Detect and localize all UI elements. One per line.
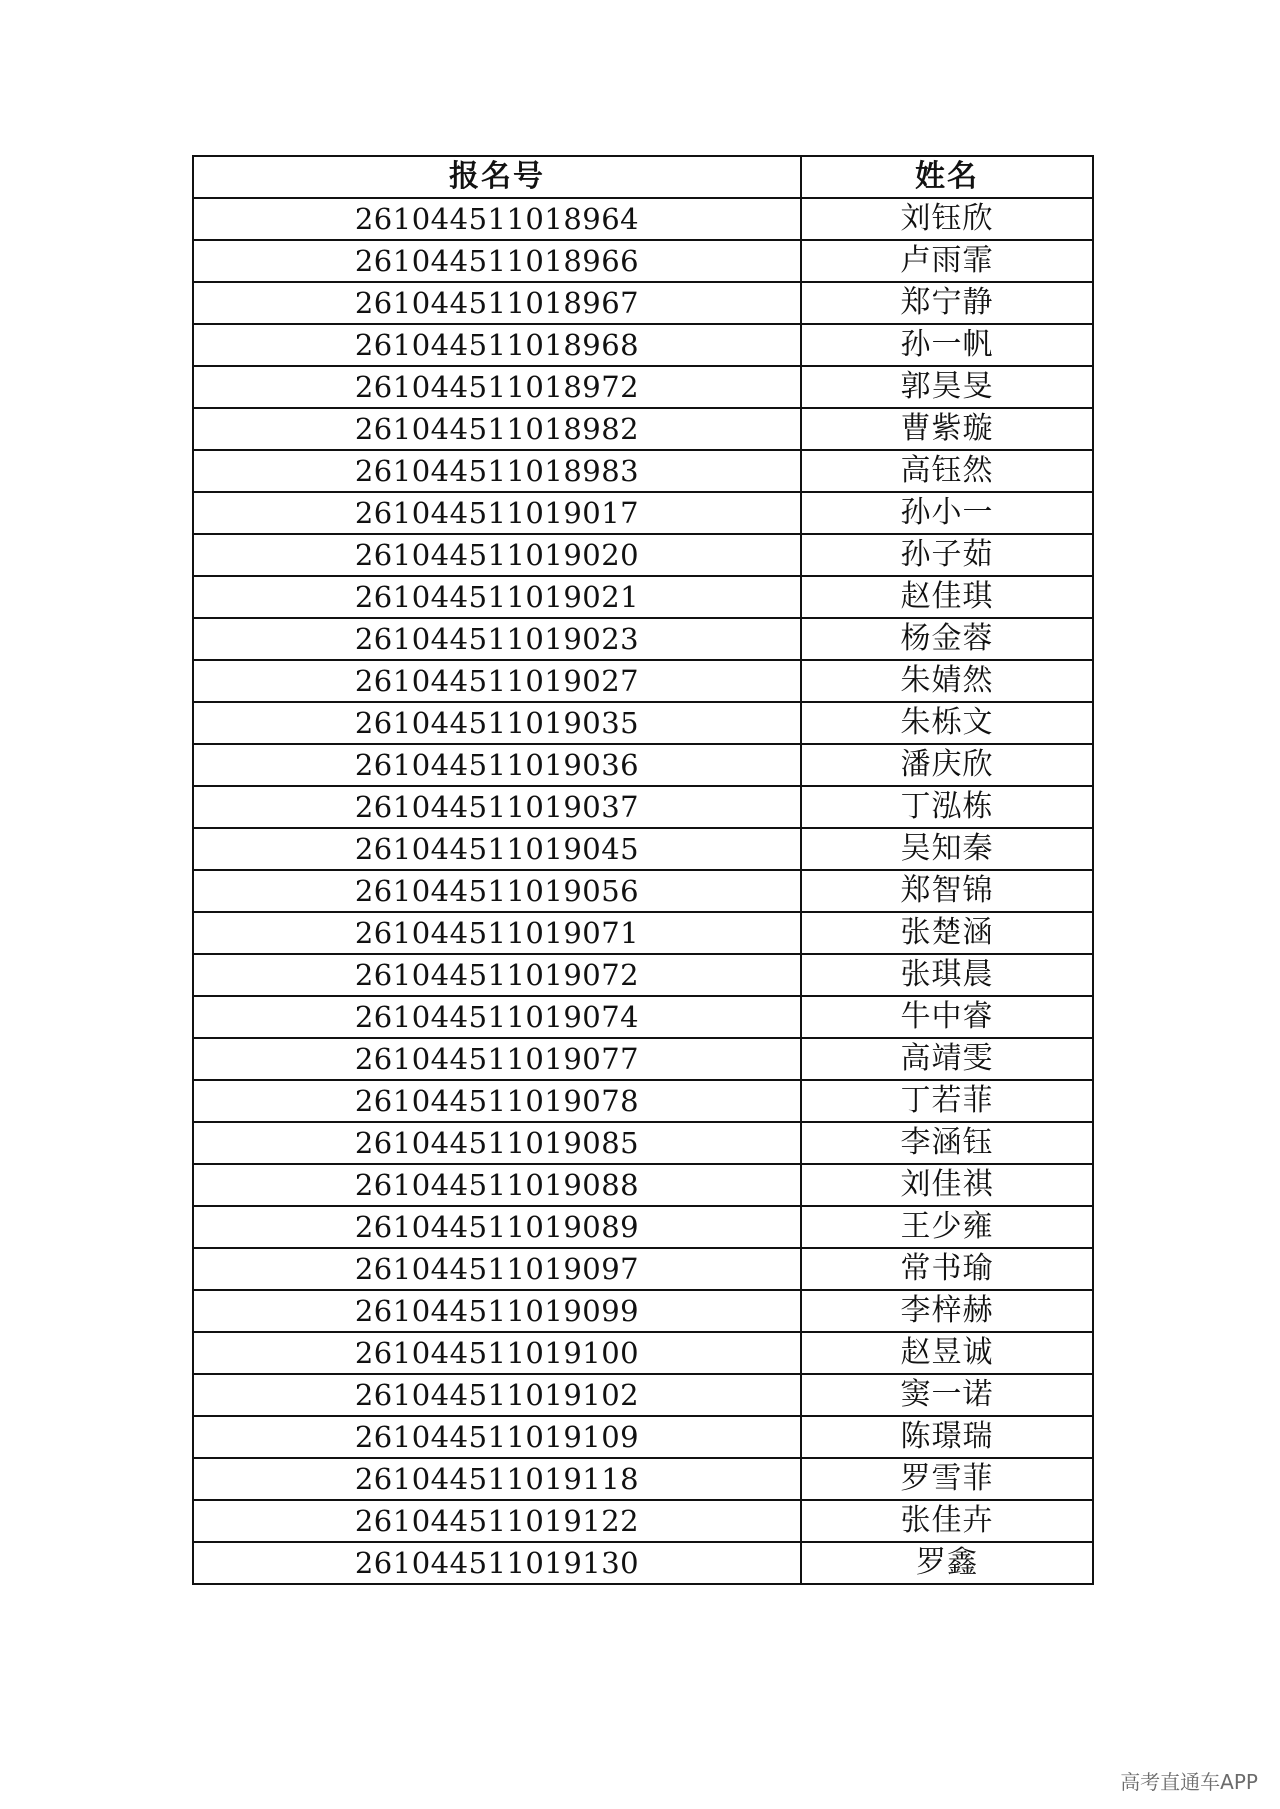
registration-number-cell: 261044511019088: [193, 1164, 801, 1206]
table-row: [193, 702, 1093, 744]
registration-number-cell: 261044511019056: [193, 870, 801, 912]
table-row: [193, 576, 1093, 618]
student-name-cell: 高靖雯: [801, 1038, 1093, 1080]
registration-number-cell: 261044511019085: [193, 1122, 801, 1164]
table-row: [193, 1290, 1093, 1332]
student-name-cell: 吴知秦: [801, 828, 1093, 870]
registration-number-cell: 261044511018966: [193, 240, 801, 282]
registration-number-cell: 261044511019099: [193, 1290, 801, 1332]
table-row: [193, 786, 1093, 828]
student-name-cell: 高钰然: [801, 450, 1093, 492]
table-row: [193, 1122, 1093, 1164]
student-name-cell: 杨金蓉: [801, 618, 1093, 660]
student-name-cell: 张楚涵: [801, 912, 1093, 954]
student-name-cell: 牛中睿: [801, 996, 1093, 1038]
table-row: [193, 1374, 1093, 1416]
student-name-cell: 张琪晨: [801, 954, 1093, 996]
table-row: [193, 1080, 1093, 1122]
table-row: [193, 1332, 1093, 1374]
student-name-cell: 孙子茹: [801, 534, 1093, 576]
student-name-cell: 曹紫璇: [801, 408, 1093, 450]
student-name-cell: 丁泓栋: [801, 786, 1093, 828]
registration-number-cell: 261044511018968: [193, 324, 801, 366]
table-row: [193, 492, 1093, 534]
student-name-cell: 陈璟瑞: [801, 1416, 1093, 1458]
table-row: [193, 534, 1093, 576]
table-row: [193, 282, 1093, 324]
table-row: [193, 324, 1093, 366]
registration-number-cell: 261044511019074: [193, 996, 801, 1038]
table-row: [193, 744, 1093, 786]
registration-number-cell: 261044511019130: [193, 1542, 801, 1584]
registration-number-cell: 261044511019077: [193, 1038, 801, 1080]
registration-number-cell: 261044511018983: [193, 450, 801, 492]
registration-number-cell: 261044511019027: [193, 660, 801, 702]
table-row: [193, 618, 1093, 660]
watermark-text: 高考直通车APP: [1120, 1770, 1258, 1794]
registration-number-cell: 261044511019109: [193, 1416, 801, 1458]
registration-table: [192, 155, 1094, 1585]
student-name-cell: 李梓赫: [801, 1290, 1093, 1332]
student-name-cell: 李涵钰: [801, 1122, 1093, 1164]
registration-number-cell: 261044511019118: [193, 1458, 801, 1500]
table-row: [193, 366, 1093, 408]
table-row: [193, 1500, 1093, 1542]
student-name-cell: 王少雍: [801, 1206, 1093, 1248]
student-name-cell: 朱婧然: [801, 660, 1093, 702]
table-row: [193, 870, 1093, 912]
registration-number-cell: 261044511019072: [193, 954, 801, 996]
student-name-cell: 常书瑜: [801, 1248, 1093, 1290]
table-row: [193, 1164, 1093, 1206]
registration-number-cell: 261044511018982: [193, 408, 801, 450]
table-row: [193, 996, 1093, 1038]
table-row: [193, 1038, 1093, 1080]
table-row: [193, 1542, 1093, 1584]
table-row: [193, 1206, 1093, 1248]
registration-number-cell: 261044511019102: [193, 1374, 801, 1416]
registration-number-cell: 261044511019036: [193, 744, 801, 786]
table-row: [193, 828, 1093, 870]
registration-number-cell: 261044511019035: [193, 702, 801, 744]
registration-number-cell: 261044511019078: [193, 1080, 801, 1122]
table-row: [193, 1248, 1093, 1290]
student-name-cell: 赵昱诚: [801, 1332, 1093, 1374]
registration-number-cell: 261044511019097: [193, 1248, 801, 1290]
student-name-cell: 窦一诺: [801, 1374, 1093, 1416]
student-name-cell: 孙一帆: [801, 324, 1093, 366]
registration-number-cell: 261044511019037: [193, 786, 801, 828]
table-row: [193, 198, 1093, 240]
table-body: [193, 198, 1093, 1584]
registration-number-cell: 261044511019023: [193, 618, 801, 660]
student-name-cell: 刘佳祺: [801, 1164, 1093, 1206]
registration-number-cell: 261044511019020: [193, 534, 801, 576]
student-name-cell: 张佳卉: [801, 1500, 1093, 1542]
registration-number-cell: 261044511019122: [193, 1500, 801, 1542]
registration-number-cell: 261044511018964: [193, 198, 801, 240]
table-row: [193, 1416, 1093, 1458]
registration-number-cell: 261044511018967: [193, 282, 801, 324]
student-name-cell: 潘庆欣: [801, 744, 1093, 786]
registration-number-cell: 261044511018972: [193, 366, 801, 408]
registration-number-cell: 261044511019021: [193, 576, 801, 618]
student-name-cell: 郭昊旻: [801, 366, 1093, 408]
registration-number-cell: 261044511019100: [193, 1332, 801, 1374]
header-registration-number: 报名号: [193, 156, 801, 198]
student-name-cell: 郑宁静: [801, 282, 1093, 324]
student-name-cell: 郑智锦: [801, 870, 1093, 912]
table-row: [193, 450, 1093, 492]
student-name-cell: 孙小一: [801, 492, 1093, 534]
table-row: [193, 1458, 1093, 1500]
registration-number-cell: 261044511019017: [193, 492, 801, 534]
student-name-cell: 刘钰欣: [801, 198, 1093, 240]
registration-number-cell: 261044511019045: [193, 828, 801, 870]
student-name-cell: 赵佳琪: [801, 576, 1093, 618]
registration-number-cell: 261044511019071: [193, 912, 801, 954]
table-row: [193, 954, 1093, 996]
student-name-cell: 罗雪菲: [801, 1458, 1093, 1500]
table-row: [193, 912, 1093, 954]
table-row: [193, 660, 1093, 702]
table-header-row: [193, 156, 1093, 198]
header-name: 姓名: [801, 156, 1093, 198]
student-name-cell: 卢雨霏: [801, 240, 1093, 282]
registration-number-cell: 261044511019089: [193, 1206, 801, 1248]
table-row: [193, 240, 1093, 282]
student-name-cell: 朱栎文: [801, 702, 1093, 744]
student-name-cell: 罗鑫: [801, 1542, 1093, 1584]
student-name-cell: 丁若菲: [801, 1080, 1093, 1122]
table-row: [193, 408, 1093, 450]
